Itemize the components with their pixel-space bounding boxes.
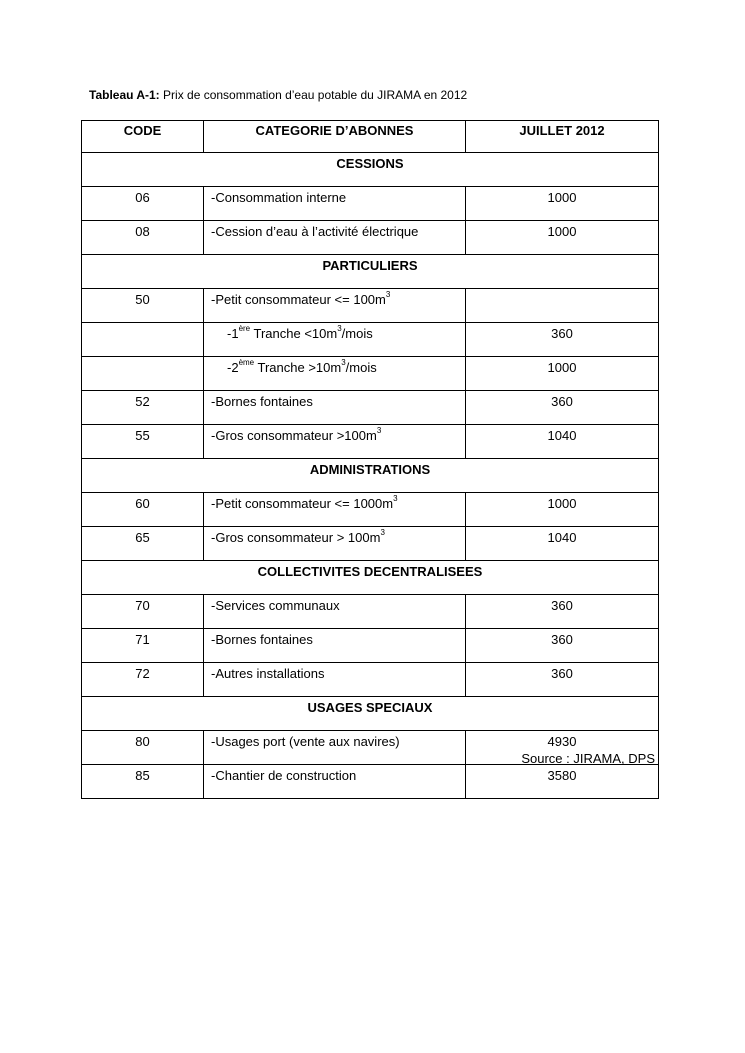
row-code: 52	[82, 391, 204, 425]
category-text: -Autres installations	[211, 666, 325, 681]
row-category	[204, 391, 466, 425]
category-text: -Bornes fontaines	[211, 632, 313, 647]
category-text: -2	[227, 360, 239, 375]
row-category	[204, 765, 466, 799]
source-note: Source : JIRAMA, DPS	[521, 751, 655, 766]
section-title: PARTICULIERS	[82, 255, 659, 289]
category-superscript: ère	[238, 324, 251, 333]
category-text: -Gros consommateur >100m	[211, 428, 377, 443]
row-price: 1000	[466, 357, 659, 391]
table-row	[82, 221, 659, 255]
category-text: -Gros consommateur > 100m	[211, 530, 381, 545]
row-category	[204, 289, 466, 323]
category-text-tail: Tranche <10m	[250, 326, 338, 341]
row-price: 360	[466, 323, 659, 357]
row-price: 3580	[466, 765, 659, 799]
row-category	[204, 595, 466, 629]
row-code: 50	[82, 289, 204, 323]
row-code	[82, 323, 204, 357]
category-text-tail: Tranche >10m	[254, 360, 342, 375]
category-text: -Petit consommateur <= 100m	[211, 292, 386, 307]
category-text: -Services communaux	[211, 598, 340, 613]
category-text: -Usages port (vente aux navires)	[211, 734, 400, 749]
table-row	[82, 425, 659, 459]
section-row	[82, 153, 659, 187]
header-code: CODE	[82, 121, 204, 153]
category-superscript: 3	[376, 426, 382, 435]
row-price: 360	[466, 663, 659, 697]
category-text: -Cession d’eau à l’activité électrique	[211, 224, 419, 239]
category-superscript: 3	[385, 290, 391, 299]
table-row	[82, 323, 659, 357]
row-price: 1040	[466, 425, 659, 459]
row-category	[204, 663, 466, 697]
category-superscript: 3	[393, 494, 398, 503]
category-superscript: ème	[238, 358, 255, 367]
row-code: 06	[82, 187, 204, 221]
section-row	[82, 561, 659, 595]
row-category	[204, 629, 466, 663]
row-price	[466, 289, 659, 323]
row-category	[204, 493, 466, 527]
row-code: 55	[82, 425, 204, 459]
caption-label: Tableau A-1:	[89, 88, 160, 102]
table-row	[82, 289, 659, 323]
table-row	[82, 527, 659, 561]
header-row	[82, 121, 659, 153]
row-category	[204, 731, 466, 765]
section-title: CESSIONS	[82, 153, 659, 187]
row-code: 08	[82, 221, 204, 255]
category-text: -Consommation interne	[211, 190, 347, 205]
table-row	[82, 493, 659, 527]
row-price: 1040	[466, 527, 659, 561]
category-superscript-unit: 3	[337, 324, 342, 333]
row-price: 360	[466, 595, 659, 629]
header-period: JUILLET 2012	[466, 121, 659, 153]
section-row	[82, 255, 659, 289]
row-price: 1000	[466, 187, 659, 221]
row-code: 60	[82, 493, 204, 527]
row-code: 65	[82, 527, 204, 561]
row-category	[204, 221, 466, 255]
caption-text: Prix de consommation d’eau potable du JIRAMA en 2012	[159, 88, 468, 102]
section-row	[82, 697, 659, 731]
row-category	[204, 323, 466, 357]
table-caption	[89, 88, 467, 102]
row-category	[204, 187, 466, 221]
tariff-table	[81, 120, 659, 799]
category-text-suffix: /mois	[341, 326, 373, 341]
section-row	[82, 459, 659, 493]
row-price: 4930	[466, 731, 659, 765]
row-price: 360	[466, 629, 659, 663]
section-title: ADMINISTRATIONS	[82, 459, 659, 493]
category-text: -Chantier de construction	[211, 768, 357, 783]
row-price: 360	[466, 391, 659, 425]
row-code: 72	[82, 663, 204, 697]
row-price: 1000	[466, 493, 659, 527]
category-superscript-unit: 3	[341, 358, 346, 367]
row-price: 1000	[466, 221, 659, 255]
table-row	[82, 391, 659, 425]
row-code: 85	[82, 765, 204, 799]
section-title: COLLECTIVITES DECENTRALISEES	[82, 561, 659, 595]
row-category	[204, 527, 466, 561]
header-category: CATEGORIE D’ABONNES	[204, 121, 466, 153]
section-title: USAGES SPECIAUX	[82, 697, 659, 731]
table-row	[82, 765, 659, 799]
category-text: -1	[227, 326, 239, 341]
table-body	[82, 153, 659, 799]
table-row	[82, 595, 659, 629]
table-row	[82, 629, 659, 663]
category-text-suffix: /mois	[345, 360, 377, 375]
category-text: -Bornes fontaines	[211, 394, 313, 409]
row-code: 70	[82, 595, 204, 629]
row-category	[204, 425, 466, 459]
table-row	[82, 663, 659, 697]
category-text: -Petit consommateur <= 1000m	[211, 496, 394, 511]
table-row	[82, 357, 659, 391]
row-code: 80	[82, 731, 204, 765]
table-row	[82, 187, 659, 221]
row-code: 71	[82, 629, 204, 663]
category-superscript: 3	[380, 528, 385, 537]
row-code	[82, 357, 204, 391]
row-category	[204, 357, 466, 391]
